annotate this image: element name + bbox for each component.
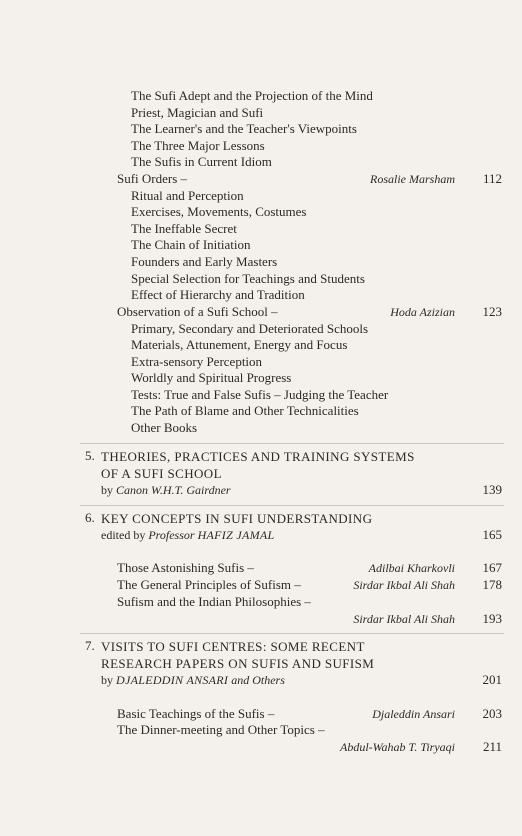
topic-item: Effect of Hierarchy and Tradition [131,287,305,302]
chapter-6-number: 6. [85,510,95,525]
chapter-6-editor-label: Professor [148,528,195,542]
observation-page: 123 [482,304,502,319]
topic-item: The Learner's and the Teacher's Viewpoints [131,121,357,136]
topic-item: The Chain of Initiation [131,237,251,252]
chapter-7-item-title: The Dinner-meeting and Other Topics – [117,722,325,737]
topic-item: Materials, Attunement, Energy and Focus [131,337,348,352]
chapter-6-page: 165 [482,527,502,542]
chapter-6-item-title: Those Astonishing Sufis – [117,560,254,575]
divider [80,505,504,506]
chapter-7-editor-suffix: and Others [231,673,285,687]
chapter-7-item-page: 211 [482,739,502,754]
chapter-6-editor: HAFIZ JAMAL [197,528,275,542]
divider [80,633,504,634]
topic-item: Worldly and Spiritual Progress [131,370,292,385]
chapter-6-byline [101,527,275,543]
chapter-7-item-author: Abdul-Wahab T. Tiryaqi [339,740,455,754]
chapter-5-byline [101,482,231,498]
topic-item: Other Books [131,420,198,435]
sufi-orders-page: 112 [482,171,502,186]
chapter-5-page: 139 [482,482,502,497]
topic-item: The Path of Blame and Other Technicalities [131,403,359,418]
chapter-7-page: 201 [482,672,502,687]
chapter-6-item-title: The General Principles of Sufism – [117,577,301,592]
topic-item: The Three Major Lessons [131,138,265,153]
chapter-6-item-author: Sirdar Ikbal Ali Shah [353,578,455,592]
chapter-5-editor: Canon W.H.T. Gairdner [116,483,231,497]
topic-item: Extra-sensory Perception [131,354,263,369]
topic-item: Primary, Secondary and Deteriorated Schools [131,321,369,336]
chapter-7-by: by [101,673,113,687]
topic-item: The Sufis in Current Idiom [131,154,272,169]
chapter-6-item-author: Adilbai Kharkovli [368,561,455,575]
chapter-7-number: 7. [85,638,95,653]
chapter-7-item-title: Basic Teachings of the Sufis – [117,706,275,721]
chapter-6-item-page: 167 [482,560,502,575]
chapter-7-item-page: 203 [482,706,502,721]
observation-title: Observation of a Sufi School – [117,304,278,319]
divider [80,443,504,444]
chapter-7-title-line-2: RESEARCH PAPERS ON SUFIS AND SUFISM [101,656,375,671]
topic-item: Exercises, Movements, Costumes [131,204,307,219]
topic-item: The Ineffable Secret [131,221,237,236]
observation-author: Hoda Azizian [390,305,455,319]
topic-item: Founders and Early Masters [131,254,278,269]
chapter-7-title-line-1: VISITS TO SUFI CENTRES: SOME RECENT [101,639,365,654]
chapter-6-item-page: 178 [482,577,502,592]
sufi-orders-author: Rosalie Marsham [370,172,455,186]
chapter-5-title-line-1: THEORIES, PRACTICES AND TRAINING SYSTEMS [101,449,415,464]
chapter-6-by: edited by [101,528,146,542]
chapter-7-editor: DJALEDDIN ANSARI [116,673,229,687]
sufi-orders-title: Sufi Orders – [117,171,188,186]
topic-item: The Sufi Adept and the Projection of the Mind [131,88,373,103]
chapter-5-number: 5. [85,448,95,463]
chapter-6-item-page: 193 [482,611,502,626]
chapter-6-title: KEY CONCEPTS IN SUFI UNDERSTANDING [101,511,373,526]
topic-item: Special Selection for Teachings and Students [131,271,365,286]
chapter-5-by: by [101,483,113,497]
topic-item: Tests: True and False Sufis – Judging the Teacher [131,387,389,402]
chapter-6-item-author: Sirdar Ikbal Ali Shah [353,612,455,626]
topic-item: Priest, Magician and Sufi [131,105,264,120]
chapter-5-title-line-2: OF A SUFI SCHOOL [101,466,222,481]
chapter-7-item-author: Djaleddin Ansari [372,707,455,721]
topic-item: Ritual and Perception [131,188,244,203]
chapter-7-byline [101,672,285,688]
chapter-6-item-title: Sufism and the Indian Philosophies – [117,594,311,609]
